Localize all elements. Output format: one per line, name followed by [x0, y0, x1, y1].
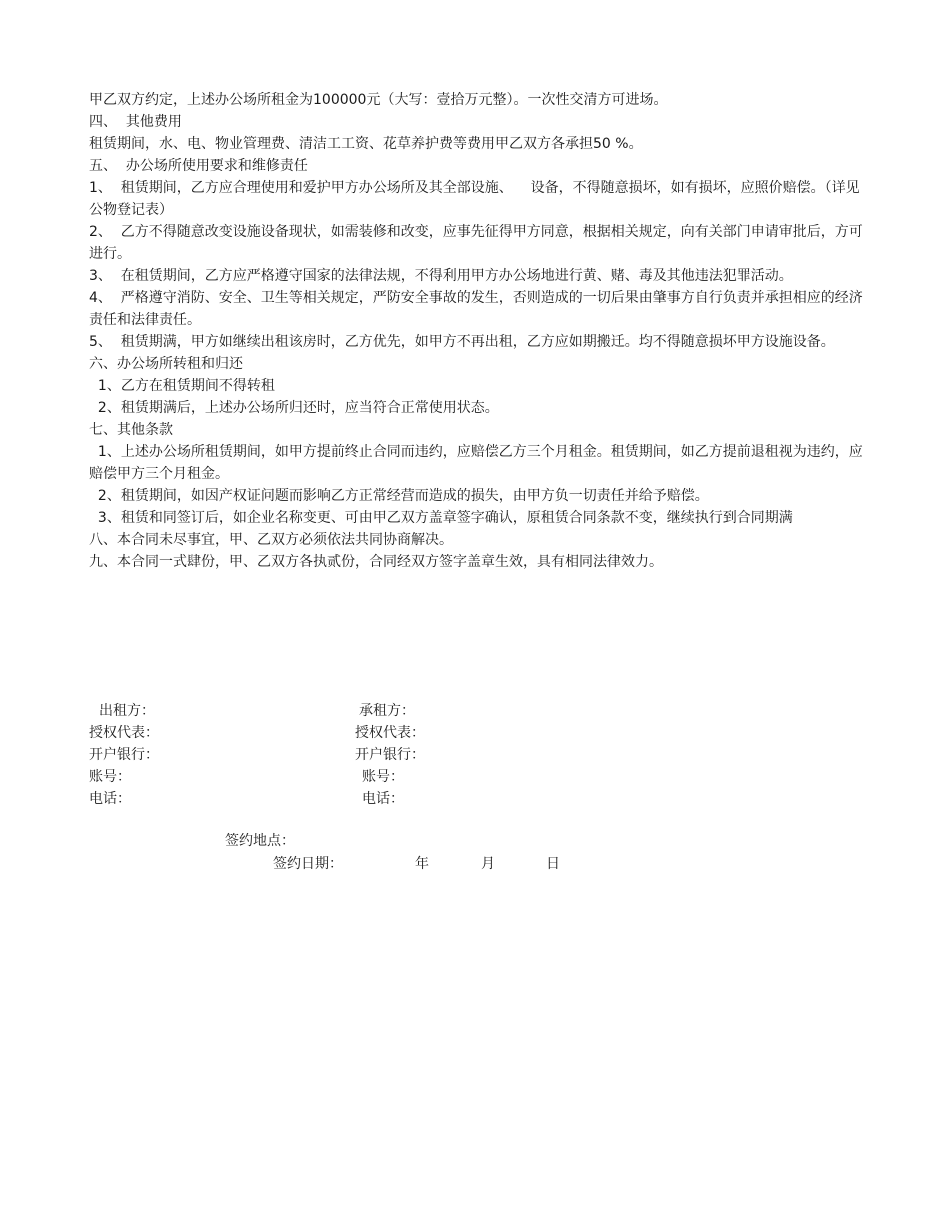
section-5-item-4: 4、 严格遵守消防、安全、卫生等相关规定，严防安全事故的发生，否则造成的一切后果由肇事方自行负责并承担相应的经济责任和法律责任。 [89, 290, 863, 328]
lessee-account-label: 账号： [362, 769, 404, 785]
section-7-item-2: 2、租赁期间，如因产权证问题而影响乙方正常经营而造成的损失，由甲方负一切责任并给予赔偿。 [89, 488, 709, 504]
section-6-heading: 六、办公场所转租和归还 [89, 356, 243, 372]
section-5-item-5: 5、 租赁期满，甲方如继续出租该房时，乙方优先，如甲方不再出租，乙方应如期搬迁。均不得随意损坏甲方设施设备。 [89, 334, 835, 350]
lessor-bank-label: 开户银行： [89, 747, 159, 763]
section-5-heading: 五、 办公场所使用要求和维修责任 [89, 158, 308, 174]
section-9-clause: 九、本合同一式肆份，甲、乙双方各执贰份，合同经双方签字盖章生效，具有相同法律效力。 [89, 554, 663, 570]
contract-body [89, 89, 864, 573]
lessor-phone-label: 电话： [89, 791, 131, 807]
lessor-rep-label: 授权代表： [89, 725, 159, 741]
signing-month: 月 [481, 856, 495, 872]
signing-date-label: 签约日期： [273, 856, 343, 872]
section-7-item-3: 3、租赁和同签订后，如企业名称变更、可由甲乙双方盖章签字确认，原租赁合同条款不变，继续执行到合同期满 [89, 510, 793, 526]
lessee-bank-label: 开户银行： [355, 747, 425, 763]
lessor-account-label: 账号： [89, 769, 131, 785]
section-7-item-1: 1、上述办公场所租赁期间，如甲方提前终止合同而违约，应赔偿乙方三个月租金。租赁期间，如乙方提前退租视为违约，应赔偿甲方三个月租金。 [89, 444, 863, 482]
section-7-heading: 七、其他条款 [89, 422, 173, 438]
section-4-heading: 四、 其他费用 [89, 114, 182, 130]
lessee-rep-label: 授权代表： [355, 725, 425, 741]
section-6-item-1: 1、乙方在租赁期间不得转租 [89, 378, 275, 394]
section-6-item-2: 2、租赁期满后，上述办公场所归还时，应当符合正常使用状态。 [89, 400, 499, 416]
section-5-item-2: 2、 乙方不得随意改变设施设备现状，如需装修和改变，应事先征得甲方同意，根据相关规定，向有关部门申请审批后，方可进行。 [89, 224, 863, 262]
section-5-item-3: 3、 在租赁期间，乙方应严格遵守国家的法律法规，不得利用甲方办公场地进行黄、赌、毒及其他违法犯罪活动。 [89, 268, 793, 284]
signing-place-label: 签约地点： [225, 833, 295, 849]
other-fees-clause: 租赁期间，水、电、物业管理费、清洁工工资、花草养护费等费用甲乙双方各承担50 %。 [89, 136, 643, 152]
signing-day: 日 [546, 856, 560, 872]
lessee-label: 承租方： [359, 703, 415, 719]
section-8-clause: 八、本合同未尽事宜，甲、乙双方必须依法共同协商解决。 [89, 532, 453, 548]
section-5-item-1: 1、 租赁期间，乙方应合理使用和爱护甲方办公场所及其全部设施、 设备，不得随意损坏，如有损坏，应照价赔偿。（详见公物登记表） [89, 180, 860, 218]
signature-block [89, 700, 589, 880]
signing-year: 年 [415, 856, 429, 872]
rent-clause: 甲乙双方约定，上述办公场所租金为100000元（大写：壹拾万元整）。一次性交清方可进场。 [89, 92, 668, 108]
lessor-label: 出租方： [99, 703, 155, 719]
lessee-phone-label: 电话： [362, 791, 404, 807]
